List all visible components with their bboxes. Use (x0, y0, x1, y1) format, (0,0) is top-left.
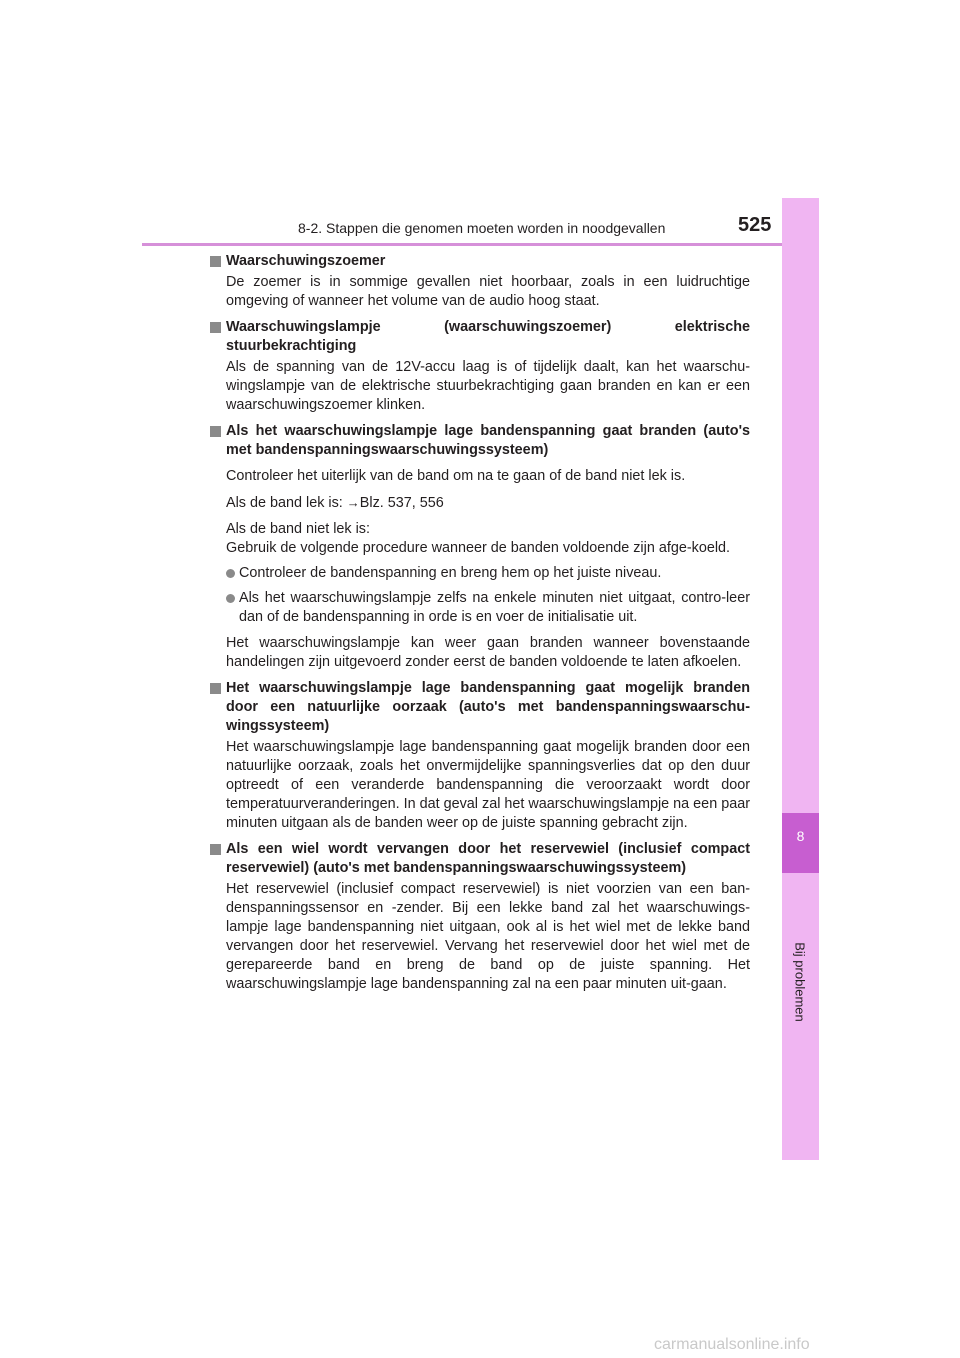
chapter-label-text: Bij problemen (793, 942, 808, 1022)
section-low-tire-pressure (210, 422, 750, 672)
watermark: carmanualsonline.info (654, 1336, 810, 1353)
section-heading-text: Als het waarschuwingslampje lage bandenspanning gaat branden (auto's met bandenspanningswaarschuwingssysteem) (226, 423, 750, 458)
arrow-right-icon: → (346, 495, 360, 510)
paragraph: Gebruik de volgende procedure wanneer de banden voldoende zijn afge-koeld. (226, 540, 731, 556)
section-power-steering-warning (210, 318, 750, 415)
paragraph: Als de band niet lek is: (226, 521, 370, 537)
paragraph: Als de spanning van de 12V-accu laag is of tijdelijk daalt, kan het waarschu-wingslampje van de elektrische stuurbekrachtiging gaan branden en kan er een waarschuwingszoemer klinken. (226, 359, 750, 413)
section-spare-wheel (210, 840, 750, 994)
chapter-label (791, 942, 811, 1022)
paragraph: Controleer het uiterlijk van de band om na te gaan of de band niet lek is. (226, 468, 686, 484)
section-natural-cause (210, 679, 750, 833)
header-rule (142, 243, 819, 246)
section-warning-buzzer (210, 252, 750, 311)
chapter-number: 8 (796, 828, 805, 844)
section-heading (210, 318, 750, 356)
list-item (226, 589, 750, 627)
reference-link[interactable]: Blz. 537, 556 (359, 495, 444, 511)
paragraph: Het waarschuwingslampje kan weer gaan branden wanneer bovenstaande handelingen zijn uitgevoerd zonder eerst de banden voldoende te laten afkoelen. (226, 635, 750, 670)
section-heading-text: Als een wiel wordt vervangen door het reservewiel (inclusief compact reservewiel) (auto's met bandenspanningswaarschuwingssysteem) (226, 841, 750, 876)
reference-prefix: Als de band lek is: (226, 495, 343, 511)
section-heading-text: Het waarschuwingslampje lage bandenspanning gaat mogelijk branden door een natuurlijke oorzaak (auto's met bandenspanningswaarschu-wingssysteem) (226, 680, 750, 734)
paragraph: Het reservewiel (inclusief compact reservewiel) is niet voorzien van een ban-denspanningssensor en -zender. Bij een lekke band zal het waarschuwings-lampje lage bandenspanning niet uitgaan, ook al is het wiel met de lekke band vervangen door het reservewiel. Vervang het reservewiel door het wiel met de gerepareerde band en breng de band op de juiste spanning. Het waarschuwingslampje lage bandenspanning zal na een paar minuten uit-gaan. (226, 881, 750, 992)
square-bullet-icon (210, 683, 221, 694)
page-content (210, 252, 750, 1001)
section-heading (210, 422, 750, 460)
section-heading (210, 252, 750, 271)
paragraph: De zoemer is in sommige gevallen niet hoorbaar, zoals in een luidruchtige omgeving of wanneer het volume van de audio hoog staat. (226, 274, 750, 309)
list-item (226, 564, 750, 583)
list-item-text: Als het waarschuwingslampje zelfs na enkele minuten niet uitgaat, contro-leer dan of de bandenspanning in orde is en voer de initialisatie uit. (239, 590, 750, 625)
page-number: 525 (738, 214, 772, 236)
round-bullet-icon (226, 569, 235, 578)
paragraph: Het waarschuwingslampje lage bandenspanning gaat mogelijk branden door een natuurlijke oorzaak, zoals het onvermijdelijke spanningsverlies dat op den duur optreedt of een veranderde bandenspanning die veroorzaakt wordt door temperatuurveranderingen. In dat geval zal het waarschuwingslampje na een paar minuten uitgaan als de banden weer op de juiste spanning gebracht zijn. (226, 739, 750, 831)
section-heading-text: Waarschuwingslampje (waarschuwingszoemer) elektrische stuurbekrachtiging (226, 319, 750, 354)
square-bullet-icon (210, 426, 221, 437)
section-heading-text: Waarschuwingszoemer (226, 253, 386, 269)
section-heading (210, 679, 750, 736)
square-bullet-icon (210, 844, 221, 855)
square-bullet-icon (210, 322, 221, 333)
section-heading (210, 840, 750, 878)
square-bullet-icon (210, 256, 221, 267)
round-bullet-icon (226, 594, 235, 603)
page-reference (226, 493, 750, 513)
list-item-text: Controleer de bandenspanning en breng hem op het juiste niveau. (239, 565, 662, 581)
section-title: 8-2. Stappen die genomen moeten worden in noodgevallen (298, 220, 666, 236)
